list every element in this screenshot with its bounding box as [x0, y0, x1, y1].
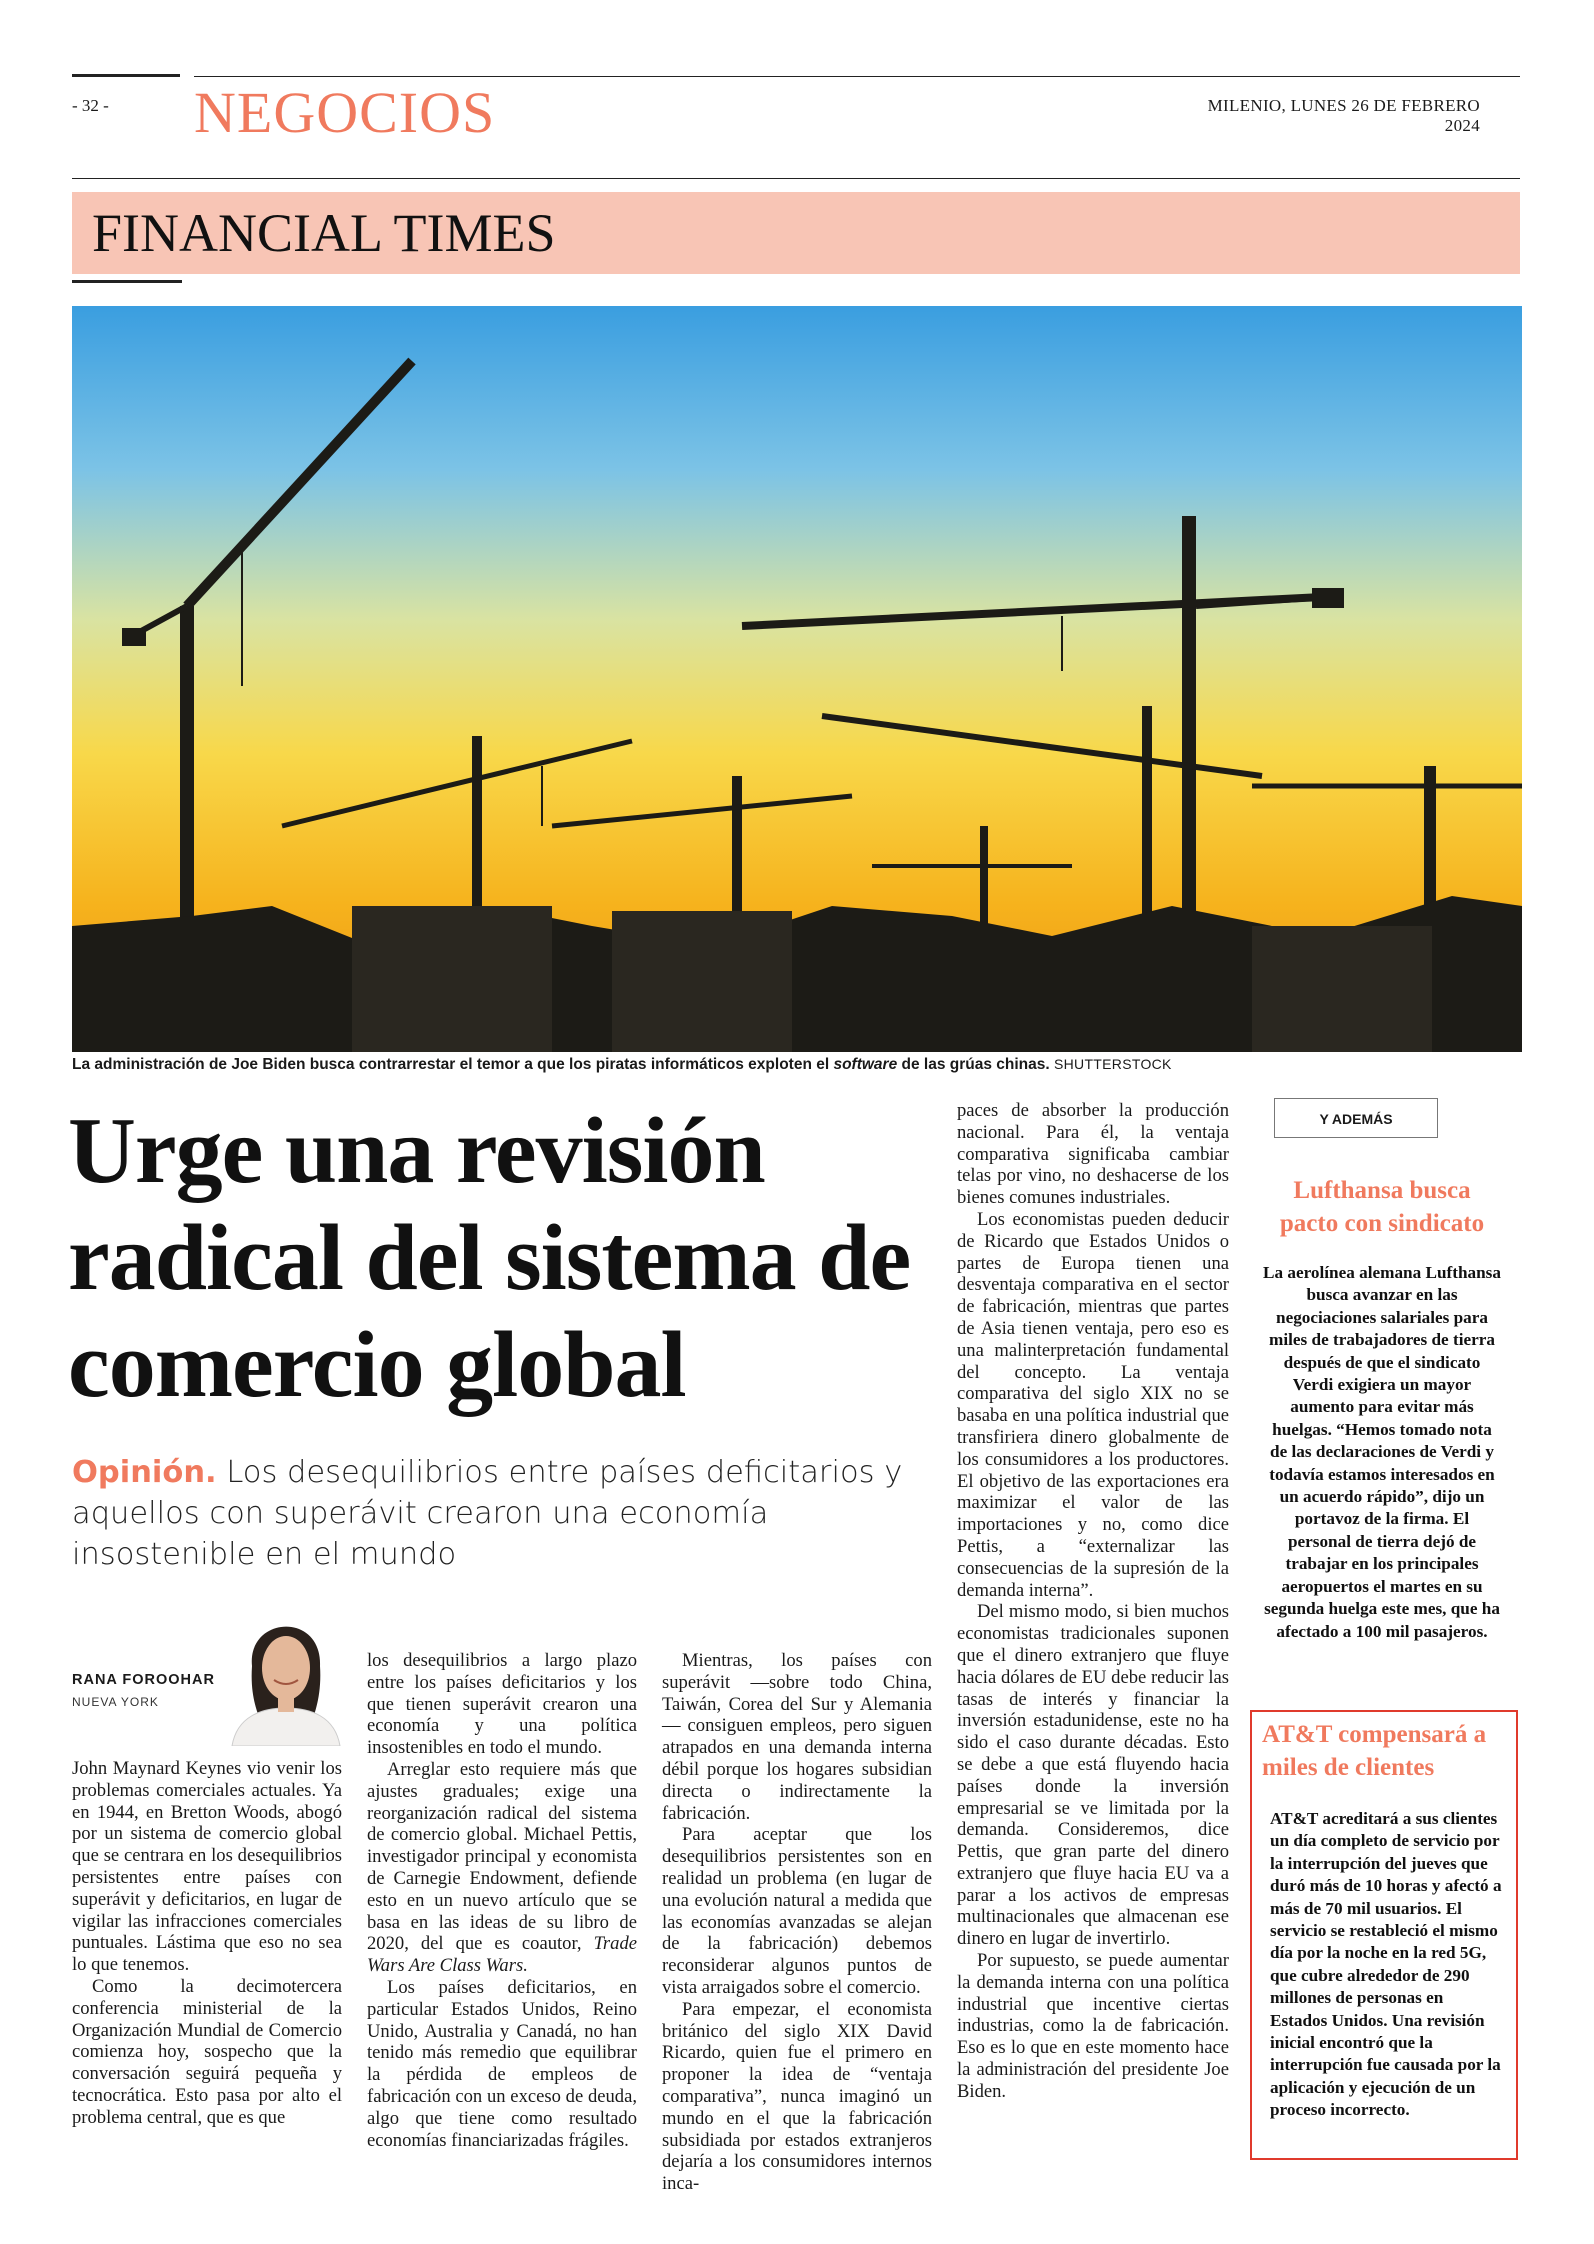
article-column-4: [957, 1100, 1229, 2103]
article-column-2: [367, 1650, 637, 2151]
photo-credit: SHUTTERSTOCK: [1054, 1056, 1172, 1072]
deck-text: Los desequilibrios entre países deficitarios y aquellos con superávit crearon una economía insostenible en el mundo: [72, 1455, 903, 1572]
sidebar-story-2-title: AT&T compensará a miles de clientes: [1262, 1721, 1487, 1781]
article-column-3: [662, 1650, 932, 2195]
section-title: NEGOCIOS: [194, 80, 496, 145]
sidebar-story-1-body: La aerolínea alemana Lufthansa busca avanzar en las negociaciones salariales para miles de trabajadores de tierra después de que el sindicato Verdi exigiera un mayor aumento para evitar más huelgas. “Hemos tomado nota de las declaraciones de Verdi y todavía estamos interesados en un acuerdo rápido”, dijo un portavoz de la firma. El personal de tierra dejó de trabajar en los principales aeropuertos el martes en su segunda huelga este mes, que ha afectado a 100 mil pasajeros.: [1263, 1263, 1501, 1641]
headline: Urge una revisión radical del sistema de comercio global: [68, 1099, 911, 1417]
paragraph: Mientras, los países con superávit —sobre todo China, Taiwán, Corea del Sur y Alemania— consiguen empleos, pero siguen atrapados en una demanda interna débil porque los hogares subsidian directa o indirectamente la fabricación.: [662, 1650, 932, 1824]
author-location: NUEVA YORK: [72, 1695, 159, 1709]
top-rule-left: [72, 74, 180, 77]
sidebar-story-1-title: Lufthansa busca pacto con sindicato: [1279, 1177, 1485, 1237]
caption-emphasis: software: [833, 1056, 898, 1073]
paragraph: John Maynard Keynes vio venir los problemas comerciales actuales. Ya en 1944, en Bretton Woods, abogó por un sistema de comercio global que se centrara en los desequilibrios persistentes entre países con superávit y deficitarios, en lugar de vigilar las infracciones comerciales puntuales. Lástima que eso no sea lo que tenemos.: [72, 1758, 342, 1976]
paragraph: Por supuesto, se puede aumentar la demanda interna con una política industrial que incentive ciertas industrias, como la de fabricación. Eso es lo que en este momento hace la administración del presidente Joe Biden.: [957, 1950, 1229, 2102]
deck-tag: Opinión.: [72, 1455, 217, 1490]
photo-caption: [72, 1056, 1522, 1074]
caption-text: La administración de Joe Biden busca contrarrestar el temor a que los piratas informáticos exploten el: [72, 1056, 834, 1073]
cranes-photo: [72, 306, 1522, 1052]
paragraph: Como la decimotercera conferencia ministerial de la Organización Mundial de Comercio comienza hoy, sospecho que la conversación seguirá pequeña y tecnocrática. Esto pasa por alto el problema central, que es que: [72, 1975, 342, 2128]
paragraph: paces de absorber la producción nacional. Para él, la ventaja comparativa significaba cambiar telas por vino, no deshacerse de los bienes comunes industriales.: [957, 1100, 1229, 1209]
paragraph: los desequilibrios a largo plazo entre los países deficitarios y los que tienen superávit crearon una economía y una política insostenibles en todo el mundo.: [367, 1650, 637, 1759]
sidebar-label: Y ADEMÁS: [1274, 1098, 1438, 1138]
dateline: MILENIO, LUNES 26 DE FEBRERO 2024: [1207, 96, 1480, 135]
band-rule: [72, 280, 182, 283]
author-name: RANA FOROOHAR: [72, 1672, 215, 1688]
financial-times-label: FINANCIAL TIMES: [92, 203, 556, 263]
paragraph-text: Arreglar esto requiere más que ajustes graduales; exige una reorganización radical del sistema de comercio global. Michael Pettis, investigador principal y economista de Carnegie Endowment, defiende esto en un nuevo artículo que se basa en las ideas de su libro de 2020, del que es coautor,: [367, 1758, 637, 1955]
sidebar-story-2-body: AT&T acreditará a sus clientes un día completo de servicio por la interrupción del jueves que duró más de 10 horas y afectó a más de 70 mil usuarios. El servicio se restableció el mismo día por la noche en la red 5G, que cubre alrededor de 290 millones de personas en Estados Unidos. Una revisión inicial encontró que la interrupción fue causada por la aplicación y ejecución de un proceso incorrecto.: [1270, 1809, 1502, 2120]
paragraph: [367, 1759, 637, 1977]
paragraph: Para aceptar que los desequilibrios persistentes son en realidad un problema (en lugar de una evolución natural a medida que las economías avanzadas se alejan de la fabricación) debemos reconsiderar algunos puntos de vista arraigados sobre el comercio.: [662, 1824, 932, 1998]
page-number: - 32 -: [72, 96, 109, 115]
paragraph: Del mismo modo, si bien muchos economistas tradicionales suponen que el dinero extranjero que fluye hacia dólares de EU debe reducir las tasas de interés y financiar la inversión estadunidense, este no ha sido el caso durante décadas. Esto se debe a que está fluyendo hacia países donde la inversión empresarial se ve limitada por la demanda. Consideremos, dice Pettis, que gran parte del dinero extranjero que fluye hacia EU va a parar a los activos de empresas multinacionales que almacenan ese dinero en lugar de invertirlo.: [957, 1601, 1229, 1950]
author-portrait: [222, 1596, 350, 1746]
caption-text-end: de las grúas chinas.: [897, 1056, 1050, 1073]
book-title: Trade Wars Are Class Wars.: [367, 1933, 637, 1977]
header-rule: [72, 178, 1520, 179]
deck: [72, 1452, 952, 1575]
article-column-1: [72, 1758, 342, 2129]
paragraph: Los economistas pueden deducir de Ricardo que Estados Unidos o partes de Europa tienen una desventaja comparativa en el sector de fabricación, mientras que partes de Asia tienen ventaja, pero eso es una malinterpretación fundamental del concepto. La ventaja comparativa del siglo XIX no se basaba en una política industrial que transfiriera dinero globalmente de los consumidores a los productores. El objetivo de las exportaciones era maximizar el valor de las importaciones y no, como dice Pettis, a “externalizar las consecuencias de la supresión de la demanda interna”.: [957, 1208, 1229, 1601]
paragraph: Los países deficitarios, en particular Estados Unidos, Reino Unido, Australia y Canadá, no han tenido más remedio que equilibrar la pérdida de empleos de fabricación con un exceso de deuda, algo que tiene como resultado economías financiarizadas frágiles.: [367, 1976, 637, 2151]
top-rule: [194, 76, 1520, 77]
paragraph: Para empezar, el economista británico del siglo XIX David Ricardo, quien fue el primero en proponer la idea de “ventaja comparativa”, nunca imaginó un mundo en el que la fabricación subsidiada por estados extranjeros dejaría a los consumidores internos inca-: [662, 1998, 932, 2195]
